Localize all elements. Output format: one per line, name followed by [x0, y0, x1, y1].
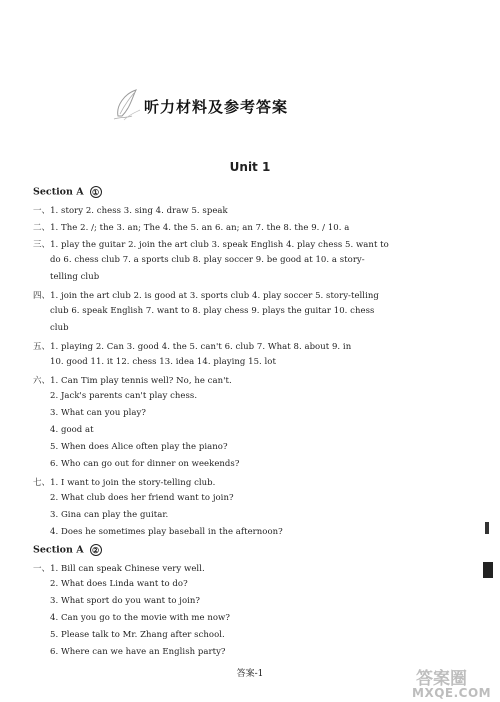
edge-mark: [483, 562, 493, 578]
page-number: 答案-1: [236, 669, 264, 679]
page-header: [110, 86, 410, 126]
answer-line: 七、1. I want to join the story-telling club.: [33, 478, 216, 488]
watermark-text: 答案圈: [416, 669, 467, 689]
answer-line: 一、1. story 2. chess 3. sing 4. draw 5. speak: [33, 206, 228, 216]
answer-line: telling club: [50, 272, 100, 282]
answer-line: do 6. chess club 7. a sports club 8. play soccer 9. be good at 10. a story-: [50, 255, 365, 265]
answer-line: 2. Jack's parents can't play chess.: [50, 391, 198, 401]
section-label: Section A: [33, 544, 84, 556]
answer-line: 4. good at: [50, 425, 94, 435]
answer-line: 4. Can you go to the movie with me now?: [50, 613, 230, 623]
section-number: ②: [90, 544, 102, 556]
answer-line: 2. What club does her friend want to join?: [50, 493, 234, 503]
section-label: Section A: [33, 186, 84, 198]
section-heading-1: [33, 186, 102, 198]
answer-line: 2. What does Linda want to do?: [50, 579, 188, 589]
page-title: 听力材料及参考答案: [144, 98, 289, 116]
answer-line: 五、1. playing 2. Can 3. good 4. the 5. can't 6. club 7. What 8. about 9. in: [33, 342, 352, 352]
answer-line: 三、1. play the guitar 2. join the art club 3. speak English 4. play chess 5. want to: [33, 240, 389, 250]
section-heading-2: [33, 544, 102, 556]
answer-line: 4. Does he sometimes play baseball in the afternoon?: [50, 527, 283, 537]
answer-line: 一、1. Bill can speak Chinese very well.: [33, 564, 205, 574]
answer-line: 3. Gina can play the guitar.: [50, 510, 169, 520]
section-number: ①: [90, 186, 102, 198]
answer-line: 6. Who can go out for dinner on weekends?: [50, 459, 240, 469]
watermark-logo: [410, 664, 496, 700]
answer-line: 5. Please talk to Mr. Zhang after school.: [50, 630, 225, 640]
leaf-decoration-icon: [110, 86, 144, 122]
answer-line: 3. What sport do you want to join?: [50, 596, 201, 606]
answer-line: 10. good 11. it 12. chess 13. idea 14. playing 15. lot: [50, 357, 276, 367]
answer-line: club 6. speak English 7. want to 8. play chess 9. plays the guitar 10. chess: [50, 306, 375, 316]
edge-mark: [485, 522, 489, 534]
unit-title: Unit 1: [229, 160, 271, 174]
answer-line: 6. Where can we have an English party?: [50, 647, 226, 657]
watermark-url: MXQE.COM: [412, 686, 492, 700]
answer-line: 四、1. join the art club 2. is good at 3. sports club 4. play soccer 5. story-telling: [33, 291, 379, 301]
answer-line: 5. When does Alice often play the piano?: [50, 442, 228, 452]
answer-line: club: [50, 323, 69, 333]
answer-line: 3. What can you play?: [50, 408, 146, 418]
answer-line: 六、1. Can Tim play tennis well? No, he can't.: [33, 376, 232, 386]
answer-line: 二、1. The 2. /; the 3. an; The 4. the 5. an 6. an; an 7. the 8. the 9. / 10. a: [33, 223, 350, 233]
